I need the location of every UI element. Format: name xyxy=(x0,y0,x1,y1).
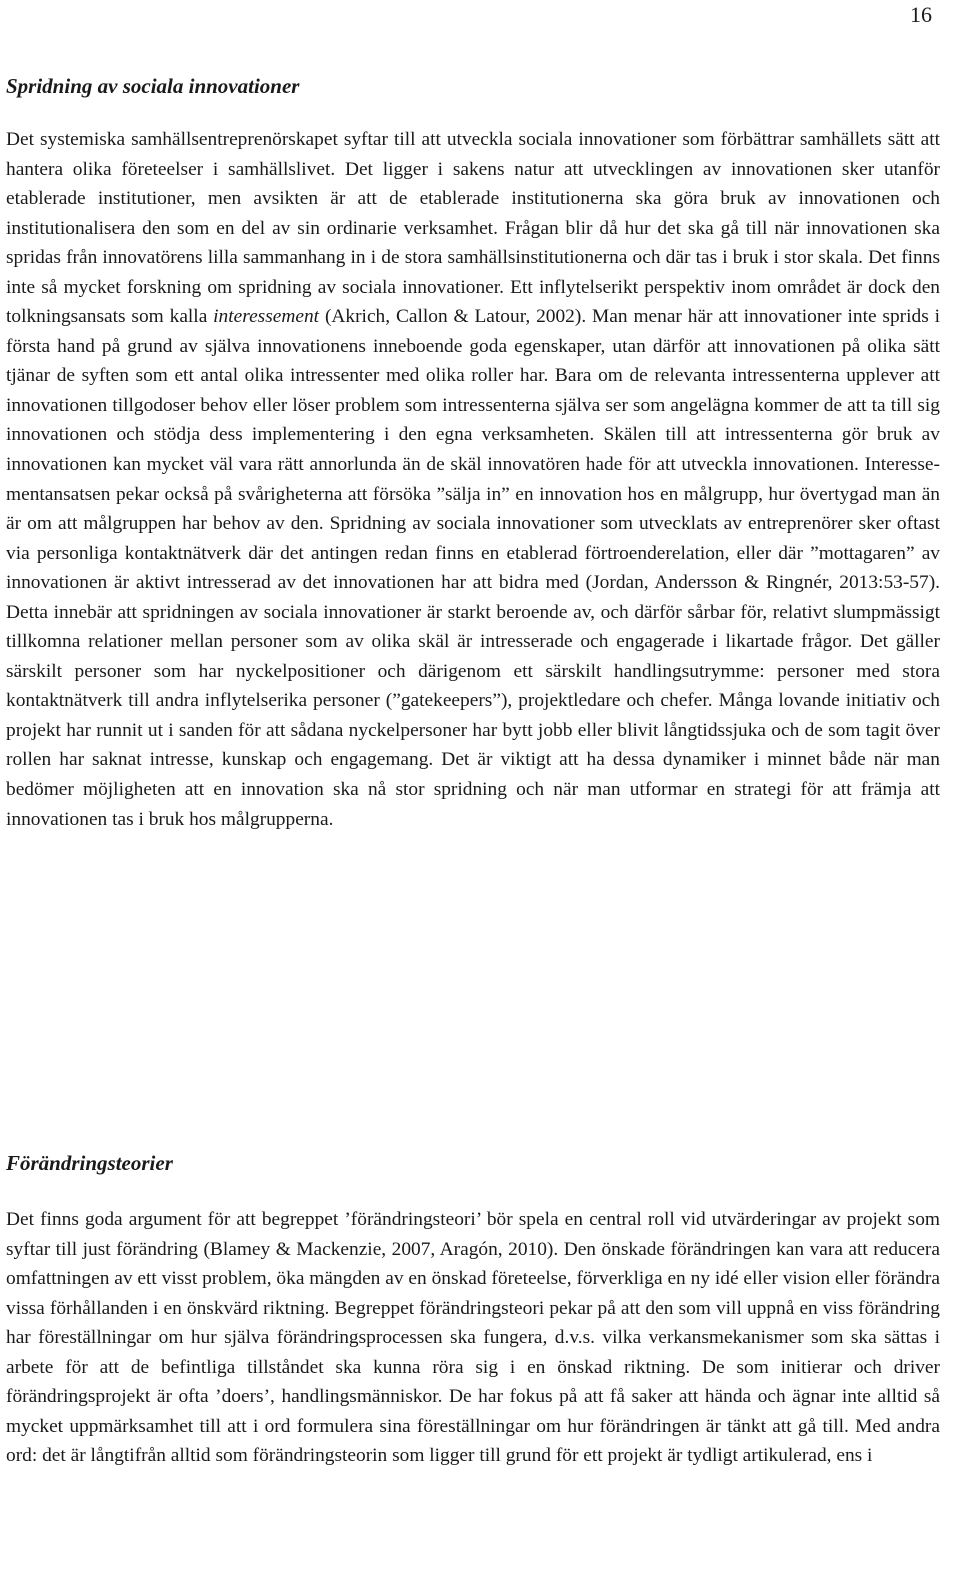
emphasized-term: interessement xyxy=(213,306,320,328)
section-heading: Spridning av sociala innovationer xyxy=(6,74,300,98)
paragraph-text: Det systemiska samhällsentreprenörskapet syftar till att utveckla sociala innovationer som förbättrar samhällets sätt att hantera olika företeelser i samhällslivet. Det ligger i sakens natur att utvecklingen av innovationen sker utanför etablerade institutioner, men avsikten är att de etablerade institutionerna ska göra bruk av innovationen och institutionalisera den som en del av sin ordinarie verksamhet. Frågan blir då hur det ska gå till när innovationen ska spridas från innovatörens lilla sammanhang in i de stora samhällsinstitutionerna och där tas i bruk i stor skala. Det finns inte så mycket forskning om spridning av sociala innovationer. Ett inflytelserikt perspektiv inom området är dock den tolkningsansats som kalla xyxy=(6,129,940,328)
section-forandringsteorier xyxy=(6,1149,940,1471)
section-spridning xyxy=(6,72,940,834)
paragraph-text: (Akrich, Callon & Latour, 2002). Man menar här att innovationer inte sprids i första hand på grund av själva innovationens inneboende goda egenskaper, utan därför att innovationen på olika sätt tjänar de syften som ett antal olika intressenter med olika roller har. Bara om de relevanta intressenterna upplever att innovationen tillgodoser behov eller löser problem som intressenterna själva ser som angelägna kommer de att ta till sig innovationen och stödja dess implementering i den egna verksamheten. Skälen till att intressenterna gör bruk av innovationen kan mycket väl vara rätt annorlunda än de skäl innovatören hade för att utveckla innovationen. Interessementansatsen pekar också på svårigheterna att försöka ”sälja in” en innovation hos en målgrupp, hur övertygad man än är om att målgruppen har behov av den. Spridning av sociala innovationer som utvecklats av entreprenörer sker oftast via personliga kontaktnätverk där det antingen redan finns en etablerad förtroenderelation, eller där ”mottagaren” av innovationen är aktivt intresserad av det innovationen har att bidra med (Jordan, Andersson & Ringnér, 2013:53-57). Detta innebär att spridningen av sociala innovationer är starkt beroende av, och därför sårbar för, relativt slumpmässigt tillkomna relationer mellan personer som av olika skäl är intresserade och engagerade i likartade frågor. Det gäller särskilt personer som har nyckelpositioner och därigenom ett särskilt handlingsutrymme: personer med stora kontaktnätverk till andra inflytelserika personer (”gatekeepers”), projektledare och chefer. Många lovande initiativ och projekt har runnit ut i sanden för att sådana nyckelpersoner har bytt jobb eller blivit långtidssjuka och de som tagit över rollen har saknat intresse, kunskap och engagemang. Det är viktigt att ha dessa dynamiker i minnet både när man bedömer möjligheten att en innovation ska nå stor spridning och när man utformar en strategi för att främja att innovationen tas i bruk hos målgrupperna. xyxy=(6,306,940,830)
body-paragraph: Det finns goda argument för att begreppet ’förändringsteori’ bör spela en central roll vid utvärderingar av projekt som syftar till just förändring (Blamey & Mackenzie, 2007, Aragón, 2010). Den önskade förändringen kan vara att reducera omfattningen av ett visst problem, öka mängden av en önskad företeelse, förverkliga en ny idé eller vision eller förändra vissa förhållanden i en önskvärd riktning. Begreppet förändringsteori pekar på att den som vill uppnå en viss förändring har föreställningar om hur själva förändringsprocessen ska fungera, d.v.s. vilka verkansmekanismer som ska sättas i arbete för att de befintliga tillståndet ska kunna röra sig i en önskad riktning. De som initierar och driver förändringsprojekt är ofta ’doers’, handlingsmänniskor. De har fokus på att få saker att hända och ägnar inte alltid så mycket uppmärksamhet till att i ord formulera sina föreställningar om hur förändringen är tänkt att gå till. Med andra ord: det är långtifrån alltid som förändringsteorin som ligger till grund för ett projekt är tydligt artikulerad, ens i xyxy=(6,1209,940,1467)
section-heading: Förändringsteorier xyxy=(6,1151,173,1175)
page-number: 16 xyxy=(910,2,932,27)
body-paragraph xyxy=(6,125,940,834)
